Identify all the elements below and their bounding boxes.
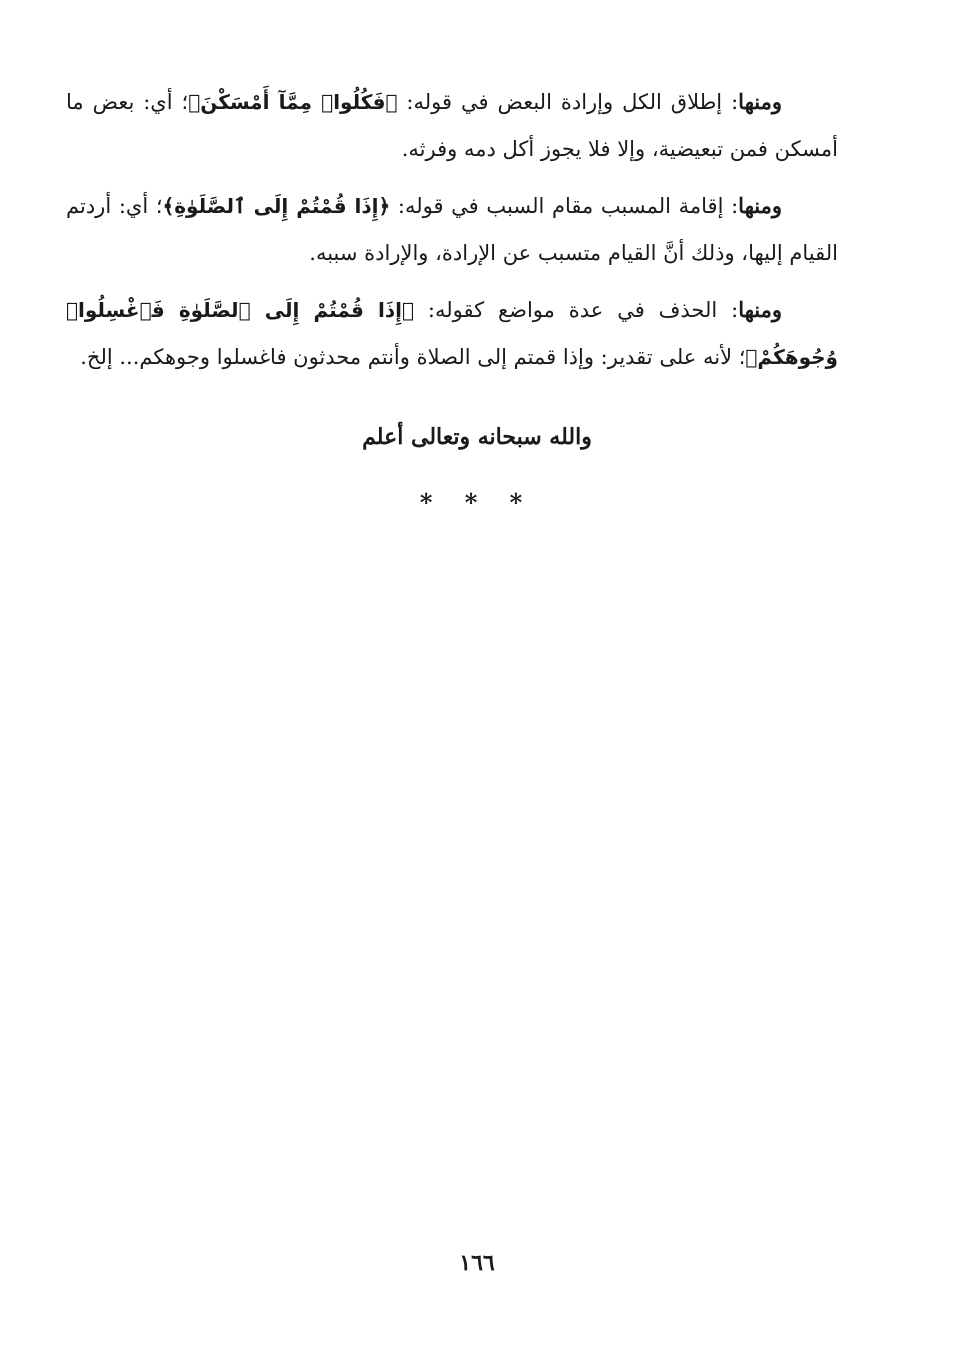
paragraph-2-before: : إقامة المسبب مقام السبب في قوله: xyxy=(390,194,739,218)
paragraph-2-lead: ومنها xyxy=(738,193,782,218)
paragraph-1-quote: ﴿فَكُلُوا۟ مِمَّآ أَمْسَكْنَ﴾ xyxy=(188,90,398,114)
paragraph-3-quote: ﴿إِذَا قُمْتُمْ إِلَى ٱلصَّلَوٰةِ فَٱغْسِلُوا۟ وُجُوهَكُمْ﴾ xyxy=(66,298,838,369)
paragraph-1 xyxy=(66,78,838,173)
paragraph-3 xyxy=(66,286,838,381)
closing-line: والله سبحانه وتعالى أعلم xyxy=(362,424,592,450)
paragraph-3-lead: ومنها xyxy=(738,297,782,322)
page-number: ١٦٦ xyxy=(459,1250,495,1276)
paragraph-2-after: ؛ أي: أردتم القيام إليها، وذلك أنَّ القيام متسبب عن الإرادة، والإرادة سببه. xyxy=(66,194,838,265)
paragraph-2 xyxy=(66,182,838,277)
paragraph-1-lead: ومنها xyxy=(738,89,782,114)
paragraph-3-after: ؛ لأنه على تقدير: وإذا قمتم إلى الصلاة وأنتم محدثون فاغسلوا وجوهكم... إلخ. xyxy=(80,345,746,369)
paragraph-3-before: : الحذف في عدة مواضع كقوله: xyxy=(414,298,739,322)
paragraph-1-after: ؛ أي: بعض ما أمسكن فمن تبعيضية، وإلا فلا يجوز أكل دمه وفرثه. xyxy=(66,90,838,161)
paragraph-1-before: : إطلاق الكل وإرادة البعض في قوله: xyxy=(397,90,739,114)
paragraph-2-quote: ﴿إِذَا قُمْتُمْ إِلَى ٱلصَّلَوٰةِ﴾ xyxy=(162,194,391,218)
section-separator: * * * xyxy=(419,488,535,517)
body-text xyxy=(66,78,838,390)
